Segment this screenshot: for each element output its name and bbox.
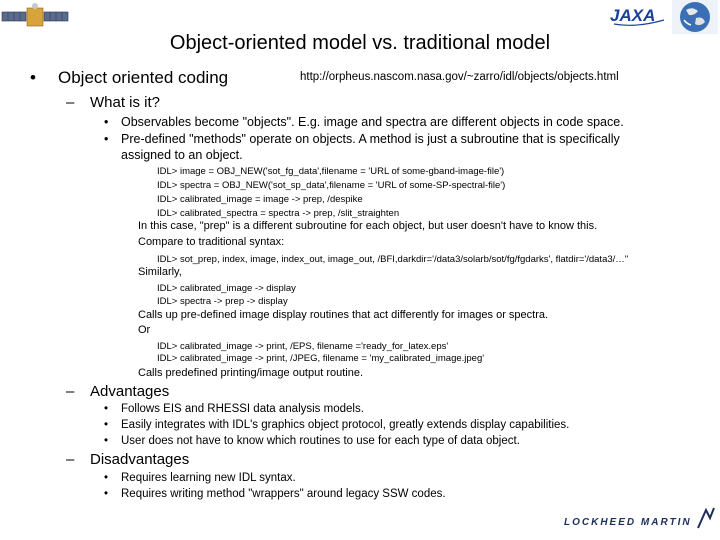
code-line: IDL> spectra = OBJ_NEW('sot_sp_data',filename = 'URL of some-SP-spectral-file') [157, 180, 506, 191]
note-text: In this case, "prep" is a different subroutine for each object, but user doesn't have to know this. [138, 220, 598, 232]
code-line: IDL> calibrated_image -> print, /JPEG, filename = 'my_calibrated_image.jpeg' [157, 353, 485, 364]
satellite-logo [0, 0, 84, 34]
lockheed-martin-logo [560, 504, 718, 534]
disadvantages-dash: – [66, 451, 75, 468]
note-text: Compare to traditional syntax: [138, 236, 285, 248]
point-text: Pre-defined "methods" operate on objects. A method is just a subroutine that is specifically [121, 132, 620, 146]
what-label: What is it? [90, 94, 161, 111]
advantages-dash: – [66, 383, 75, 400]
slide-title: Object-oriented model vs. traditional model [169, 32, 551, 54]
note-text: Similarly, [138, 266, 182, 278]
bullet: • [104, 419, 109, 431]
point-bullet: • [104, 115, 109, 129]
point-text: Observables become "objects". E.g. image and spectra are different objects in code space. [121, 115, 624, 129]
what-dash: – [66, 94, 75, 111]
code-line: IDL> sot_prep, index, image, index_out, image_out, /BFI,darkdir='/data3/solarb/sot/fg/fgdarks', flatdir='/data3/…" [157, 254, 629, 265]
note-text: Or [138, 324, 151, 336]
bullet: • [104, 403, 109, 415]
reference-url[interactable]: http://orpheus.nascom.nasa.gov/~zarro/idl/objects/objects.html [300, 71, 619, 83]
advantage-item: Follows EIS and RHESSI data analysis models. [121, 403, 364, 415]
disadvantage-item: Requires learning new IDL syntax. [121, 472, 296, 484]
earth-logo [672, 0, 718, 34]
code-line: IDL> calibrated_image -> print, /EPS, filename ='ready_for_latex.eps' [157, 341, 449, 352]
disadvantage-item: Requires writing method "wrappers" around legacy SSW codes. [121, 488, 446, 500]
bullet: • [104, 435, 109, 447]
heading-bullet: • [30, 68, 36, 87]
point-text-continued: assigned to an object. [121, 148, 243, 162]
heading-text: Object oriented coding [58, 68, 229, 87]
code-line: IDL> calibrated_image = image -> prep, /despike [157, 194, 363, 205]
point-bullet: • [104, 132, 109, 146]
code-line: IDL> image = OBJ_NEW('sot_fg_data',filename = 'URL of some-gband-image-file') [157, 166, 505, 177]
bullet: • [104, 488, 109, 500]
disadvantages-heading: Disadvantages [90, 451, 190, 468]
jaxa-logo-text: JAXA [610, 6, 656, 25]
code-line: IDL> spectra -> prep -> display [157, 296, 288, 307]
code-line: IDL> calibrated_image -> display [157, 283, 296, 294]
bullet: • [104, 472, 109, 484]
code-line: IDL> calibrated_spectra = spectra -> prep, /slit_straighten [157, 208, 400, 219]
jaxa-logo [608, 2, 668, 28]
advantages-heading: Advantages [90, 383, 170, 400]
advantage-item: Easily integrates with IDL's graphics object protocol, greatly extends display capabilities. [121, 419, 570, 431]
note-text: Calls up pre-defined image display routines that act differently for images or spectra. [138, 309, 549, 321]
advantage-item: User does not have to know which routines to use for each type of data object. [121, 435, 520, 447]
note-text: Calls predefined printing/image output routine. [138, 367, 364, 379]
lockheed-martin-logo-text: LOCKHEED MARTIN [564, 517, 692, 528]
